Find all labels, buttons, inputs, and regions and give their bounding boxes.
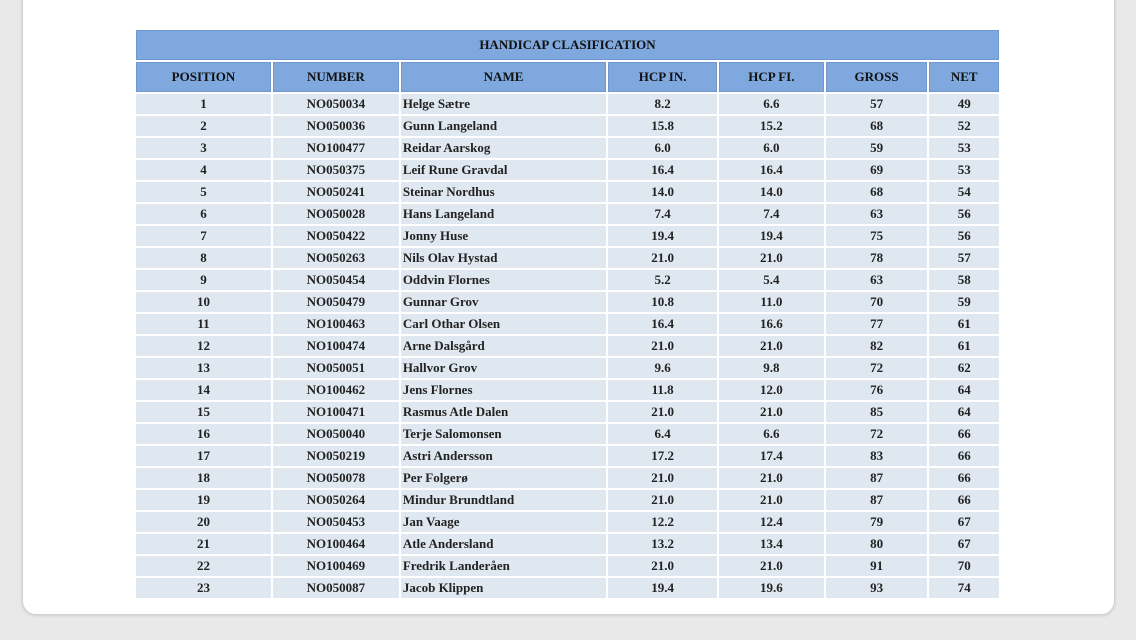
cell-net: 70 (929, 556, 999, 576)
cell-number: NO100463 (273, 314, 399, 334)
column-header-hcp-fi[interactable]: HCP FI. (719, 62, 824, 92)
cell-number: NO050040 (273, 424, 399, 444)
cell-net: 54 (929, 182, 999, 202)
cell-net: 61 (929, 336, 999, 356)
cell-number: NO050087 (273, 578, 399, 598)
cell-hcp-in: 16.4 (608, 160, 717, 180)
cell-position: 9 (136, 270, 271, 290)
column-header-hcp-in[interactable]: HCP IN. (608, 62, 717, 92)
cell-net: 64 (929, 402, 999, 422)
table-row[interactable] (136, 270, 999, 290)
cell-name: Mindur Brundtland (401, 490, 606, 510)
table-title: HANDICAP CLASIFICATION (136, 30, 999, 60)
cell-gross: 80 (826, 534, 928, 554)
table-row[interactable] (136, 182, 999, 202)
cell-gross: 87 (826, 468, 928, 488)
cell-name: Hans Langeland (401, 204, 606, 224)
cell-hcp-in: 13.2 (608, 534, 717, 554)
cell-hcp-in: 14.0 (608, 182, 717, 202)
cell-position: 12 (136, 336, 271, 356)
table-row[interactable] (136, 138, 999, 158)
table-row[interactable] (136, 490, 999, 510)
cell-net: 64 (929, 380, 999, 400)
cell-hcp-in: 11.8 (608, 380, 717, 400)
cell-hcp-in: 17.2 (608, 446, 717, 466)
cell-name: Jan Vaage (401, 512, 606, 532)
cell-number: NO050034 (273, 94, 399, 114)
cell-net: 67 (929, 534, 999, 554)
cell-hcp-in: 5.2 (608, 270, 717, 290)
cell-position: 4 (136, 160, 271, 180)
column-header-net[interactable]: NET (929, 62, 999, 92)
table-row[interactable] (136, 534, 999, 554)
column-header-position[interactable]: POSITION (136, 62, 271, 92)
cell-hcp-fi: 6.6 (719, 94, 824, 114)
cell-net: 62 (929, 358, 999, 378)
cell-name: Gunnar Grov (401, 292, 606, 312)
table-row[interactable] (136, 336, 999, 356)
column-header-name[interactable]: NAME (401, 62, 606, 92)
cell-net: 59 (929, 292, 999, 312)
cell-position: 23 (136, 578, 271, 598)
cell-position: 17 (136, 446, 271, 466)
cell-number: NO050241 (273, 182, 399, 202)
cell-number: NO100464 (273, 534, 399, 554)
cell-hcp-fi: 12.0 (719, 380, 824, 400)
cell-net: 66 (929, 446, 999, 466)
cell-position: 19 (136, 490, 271, 510)
cell-gross: 79 (826, 512, 928, 532)
cell-net: 53 (929, 160, 999, 180)
cell-hcp-in: 21.0 (608, 248, 717, 268)
cell-hcp-fi: 17.4 (719, 446, 824, 466)
cell-net: 67 (929, 512, 999, 532)
cell-gross: 70 (826, 292, 928, 312)
cell-name: Jacob Klippen (401, 578, 606, 598)
cell-gross: 69 (826, 160, 928, 180)
cell-hcp-in: 6.0 (608, 138, 717, 158)
cell-gross: 72 (826, 358, 928, 378)
cell-gross: 82 (826, 336, 928, 356)
cell-name: Jonny Huse (401, 226, 606, 246)
cell-name: Fredrik Landeråen (401, 556, 606, 576)
cell-name: Nils Olav Hystad (401, 248, 606, 268)
cell-net: 53 (929, 138, 999, 158)
cell-hcp-fi: 21.0 (719, 556, 824, 576)
cell-name: Leif Rune Gravdal (401, 160, 606, 180)
cell-hcp-fi: 16.4 (719, 160, 824, 180)
table-row[interactable] (136, 116, 999, 136)
cell-position: 1 (136, 94, 271, 114)
cell-number: NO050263 (273, 248, 399, 268)
cell-number: NO050422 (273, 226, 399, 246)
cell-gross: 87 (826, 490, 928, 510)
cell-position: 18 (136, 468, 271, 488)
cell-name: Carl Othar Olsen (401, 314, 606, 334)
cell-position: 10 (136, 292, 271, 312)
table-row[interactable] (136, 160, 999, 180)
cell-position: 13 (136, 358, 271, 378)
cell-number: NO050453 (273, 512, 399, 532)
cell-hcp-fi: 21.0 (719, 248, 824, 268)
cell-hcp-in: 12.2 (608, 512, 717, 532)
cell-gross: 83 (826, 446, 928, 466)
cell-number: NO100474 (273, 336, 399, 356)
cell-hcp-fi: 13.4 (719, 534, 824, 554)
cell-net: 56 (929, 226, 999, 246)
cell-position: 22 (136, 556, 271, 576)
cell-number: NO050078 (273, 468, 399, 488)
table-row[interactable] (136, 380, 999, 400)
cell-position: 2 (136, 116, 271, 136)
cell-net: 66 (929, 468, 999, 488)
cell-gross: 75 (826, 226, 928, 246)
cell-name: Gunn Langeland (401, 116, 606, 136)
table-row[interactable] (136, 446, 999, 466)
cell-number: NO100469 (273, 556, 399, 576)
cell-hcp-in: 21.0 (608, 490, 717, 510)
cell-gross: 76 (826, 380, 928, 400)
cell-hcp-in: 16.4 (608, 314, 717, 334)
table-row[interactable] (136, 424, 999, 444)
cell-hcp-in: 21.0 (608, 556, 717, 576)
cell-number: NO100462 (273, 380, 399, 400)
cell-name: Astri Andersson (401, 446, 606, 466)
cell-gross: 63 (826, 270, 928, 290)
cell-name: Per Folgerø (401, 468, 606, 488)
cell-net: 56 (929, 204, 999, 224)
cell-hcp-fi: 12.4 (719, 512, 824, 532)
cell-hcp-fi: 6.0 (719, 138, 824, 158)
cell-name: Arne Dalsgård (401, 336, 606, 356)
cell-position: 8 (136, 248, 271, 268)
cell-number: NO050051 (273, 358, 399, 378)
cell-hcp-in: 9.6 (608, 358, 717, 378)
cell-hcp-fi: 14.0 (719, 182, 824, 202)
cell-position: 7 (136, 226, 271, 246)
cell-position: 14 (136, 380, 271, 400)
cell-number: NO050375 (273, 160, 399, 180)
cell-number: NO050454 (273, 270, 399, 290)
cell-gross: 91 (826, 556, 928, 576)
cell-net: 52 (929, 116, 999, 136)
column-header-gross[interactable]: GROSS (826, 62, 928, 92)
cell-hcp-fi: 21.0 (719, 490, 824, 510)
table-row[interactable] (136, 468, 999, 488)
table-row[interactable] (136, 314, 999, 334)
cell-hcp-in: 21.0 (608, 468, 717, 488)
cell-hcp-fi: 6.6 (719, 424, 824, 444)
cell-gross: 68 (826, 182, 928, 202)
cell-number: NO100477 (273, 138, 399, 158)
cell-name: Rasmus Atle Dalen (401, 402, 606, 422)
cell-position: 11 (136, 314, 271, 334)
cell-gross: 93 (826, 578, 928, 598)
table-row[interactable] (136, 226, 999, 246)
cell-hcp-fi: 16.6 (719, 314, 824, 334)
cell-net: 58 (929, 270, 999, 290)
cell-gross: 63 (826, 204, 928, 224)
cell-gross: 59 (826, 138, 928, 158)
cell-gross: 77 (826, 314, 928, 334)
cell-hcp-in: 19.4 (608, 226, 717, 246)
cell-hcp-fi: 19.4 (719, 226, 824, 246)
cell-name: Atle Andersland (401, 534, 606, 554)
cell-gross: 68 (826, 116, 928, 136)
title-row (136, 30, 999, 60)
cell-net: 61 (929, 314, 999, 334)
cell-net: 49 (929, 94, 999, 114)
cell-net: 57 (929, 248, 999, 268)
cell-gross: 78 (826, 248, 928, 268)
cell-number: NO100471 (273, 402, 399, 422)
cell-number: NO050264 (273, 490, 399, 510)
cell-number: NO050036 (273, 116, 399, 136)
cell-hcp-in: 7.4 (608, 204, 717, 224)
table-row[interactable] (136, 556, 999, 576)
cell-name: Helge Sætre (401, 94, 606, 114)
table-row[interactable] (136, 204, 999, 224)
cell-net: 66 (929, 424, 999, 444)
cell-position: 6 (136, 204, 271, 224)
handicap-table (134, 28, 1001, 600)
cell-number: NO050028 (273, 204, 399, 224)
cell-net: 66 (929, 490, 999, 510)
cell-number: NO050479 (273, 292, 399, 312)
cell-name: Oddvin Flornes (401, 270, 606, 290)
cell-name: Hallvor Grov (401, 358, 606, 378)
cell-name: Reidar Aarskog (401, 138, 606, 158)
cell-hcp-fi: 15.2 (719, 116, 824, 136)
cell-hcp-fi: 5.4 (719, 270, 824, 290)
header-row (136, 62, 999, 92)
cell-hcp-fi: 11.0 (719, 292, 824, 312)
cell-hcp-fi: 7.4 (719, 204, 824, 224)
column-header-number[interactable]: NUMBER (273, 62, 399, 92)
cell-hcp-fi: 21.0 (719, 468, 824, 488)
table-row[interactable] (136, 512, 999, 532)
cell-position: 21 (136, 534, 271, 554)
cell-gross: 57 (826, 94, 928, 114)
table-row[interactable] (136, 292, 999, 312)
cell-hcp-in: 8.2 (608, 94, 717, 114)
cell-hcp-fi: 19.6 (719, 578, 824, 598)
table-row[interactable] (136, 94, 999, 114)
cell-name: Jens Flornes (401, 380, 606, 400)
table-body (136, 94, 999, 598)
cell-net: 74 (929, 578, 999, 598)
cell-position: 20 (136, 512, 271, 532)
cell-hcp-fi: 9.8 (719, 358, 824, 378)
cell-gross: 85 (826, 402, 928, 422)
cell-hcp-in: 15.8 (608, 116, 717, 136)
cell-position: 3 (136, 138, 271, 158)
table-row[interactable] (136, 402, 999, 422)
table-row[interactable] (136, 248, 999, 268)
table-row[interactable] (136, 578, 999, 598)
cell-hcp-fi: 21.0 (719, 402, 824, 422)
cell-hcp-in: 19.4 (608, 578, 717, 598)
cell-position: 5 (136, 182, 271, 202)
cell-hcp-fi: 21.0 (719, 336, 824, 356)
cell-name: Terje Salomonsen (401, 424, 606, 444)
cell-gross: 72 (826, 424, 928, 444)
cell-position: 15 (136, 402, 271, 422)
cell-hcp-in: 6.4 (608, 424, 717, 444)
table-row[interactable] (136, 358, 999, 378)
cell-hcp-in: 10.8 (608, 292, 717, 312)
cell-hcp-in: 21.0 (608, 336, 717, 356)
cell-hcp-in: 21.0 (608, 402, 717, 422)
cell-position: 16 (136, 424, 271, 444)
cell-name: Steinar Nordhus (401, 182, 606, 202)
cell-number: NO050219 (273, 446, 399, 466)
